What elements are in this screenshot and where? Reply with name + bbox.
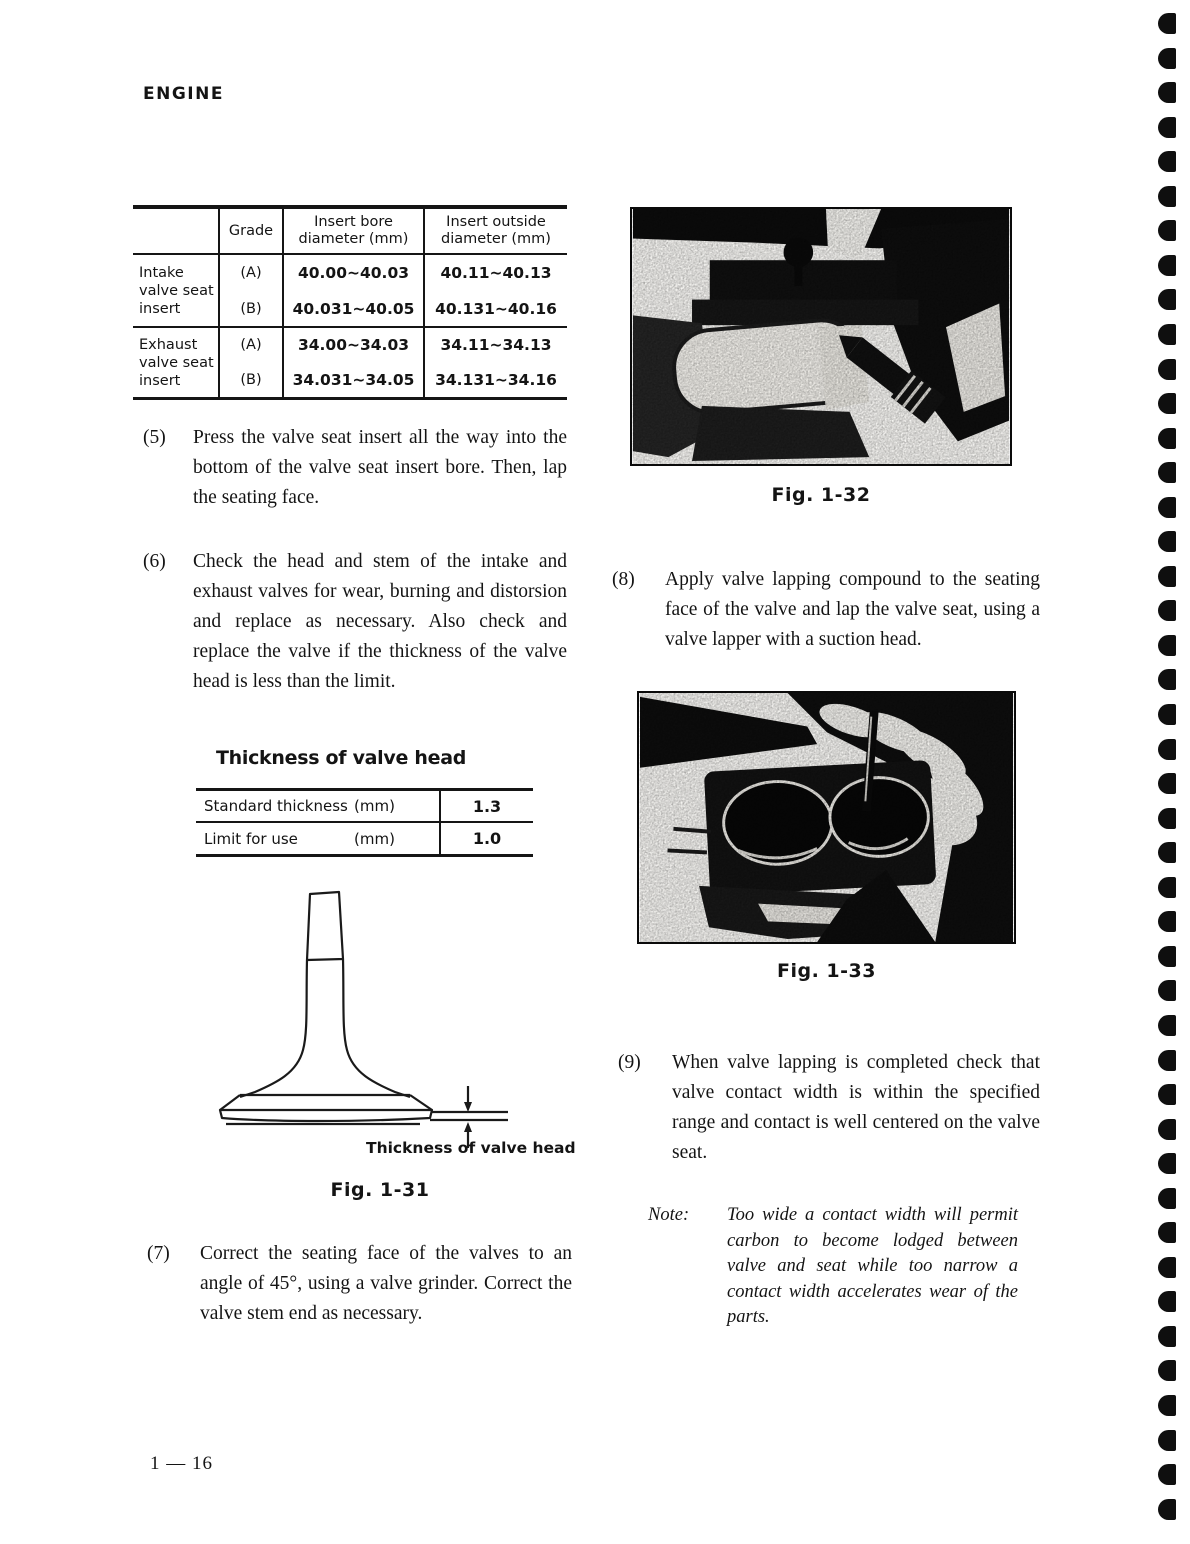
binding-dot [1158,462,1176,483]
binding-dot [1158,1499,1176,1520]
column-header-bore-diameter: Insert bore diameter (mm) [282,209,423,255]
binding-dot [1158,739,1176,760]
note-text: Too wide a contact width will permit carbon to become lodged between valve and seat while too narrow a contact width accelerates wear of the parts. [727,1205,1018,1327]
column-header-outside-diameter: Insert outside diameter (mm) [423,209,567,255]
table-cell-grade: (B) [218,362,282,397]
binding-dot [1158,1360,1176,1381]
table-corner-cell [133,209,218,255]
figure-caption: Fig. 1-31 [330,1179,430,1201]
binding-dot [1158,393,1176,414]
figure-caption: Fig. 1-32 [771,484,871,506]
binding-dot [1158,600,1176,621]
binding-dot [1158,1326,1176,1347]
valve-drawing-label: Thickness of valve head [366,1139,576,1157]
step-text: Check the head and stem of the intake and exhaust valves for wear, burning and distorsion and replace as necessary. Also check and replace the valve if the thickness of the valve head is less than the limit. [193,551,567,692]
row-label-intake-valve-seat-insert: Intake valve seat insert [139,264,214,317]
binding-dot [1158,946,1176,967]
binding-dot [1158,531,1176,552]
step-text: Correct the seating face of the valves to an angle of 45°, using a valve grinder. Correct the valve stem end as necessary. [200,1243,572,1324]
binding-dot [1158,669,1176,690]
binding-dot [1158,1430,1176,1451]
binding-dot [1158,1395,1176,1416]
table-cell-value: 1.0 [439,823,533,854]
column-header-grade: Grade [218,209,282,255]
binding-dot [1158,359,1176,380]
binding-dot [1158,1153,1176,1174]
valve-drawing [180,880,600,1170]
table-cell-outside: 40.11~40.13 [423,255,567,291]
step-number: (8) [612,569,635,590]
figure-caption: Fig. 1-33 [777,960,876,982]
step-9 [618,1048,1040,1168]
row-label-exhaust-valve-seat-insert: Exhaust valve seat insert [133,326,218,397]
binding-dot [1158,1188,1176,1209]
table-row-limit-for-use: Limit for use (mm) [204,829,395,848]
table-cell-grade: (A) [218,326,282,362]
binding-dot [1158,704,1176,725]
table-cell-bore: 34.031~34.05 [282,362,423,397]
binding-dot [1158,324,1176,345]
table-cell-bore: 40.00~40.03 [282,255,423,291]
binding-dot [1158,82,1176,103]
binding-dot [1158,13,1176,34]
step-text: Press the valve seat insert all the way into the bottom of the valve seat insert bore. Then, lap the seating face. [193,427,567,508]
binding-dot [1158,808,1176,829]
binding-dot [1158,289,1176,310]
binding-dot [1158,151,1176,172]
step-text: Apply valve lapping compound to the seating face of the valve and lap the valve seat, using a valve lapper with a suction head. [665,569,1040,650]
step-7 [147,1239,573,1329]
binding-dot [1158,911,1176,932]
table-cell-outside: 34.11~34.13 [423,326,567,362]
thickness-table-heading: Thickness of valve head [216,747,467,769]
table-cell-outside: 34.131~34.16 [423,362,567,397]
step-6 [143,547,567,697]
binding-dot [1158,635,1176,656]
binding-dot [1158,842,1176,863]
thickness-of-valve-head-table [196,788,533,857]
binding-dot [1158,117,1176,138]
binding-dot [1158,428,1176,449]
step-5 [143,423,567,513]
binding-dot [1158,877,1176,898]
binding-dot [1158,1464,1176,1485]
page-number: 1 — 16 [150,1453,213,1474]
binding-dot [1158,186,1176,207]
table-row-standard-thickness: Standard thickness (mm) [196,791,439,823]
binding-dot [1158,1050,1176,1071]
binding-dot [1158,1119,1176,1140]
table-cell-grade: (B) [218,291,282,326]
step-number: (7) [147,1243,170,1264]
binding-dot [1158,255,1176,276]
table-cell-bore: 40.031~40.05 [282,291,423,326]
page-header: ENGINE [143,84,224,104]
table-cell-outside: 40.131~40.16 [423,291,567,326]
step-number: (6) [143,551,166,572]
note-label: Note: [648,1205,690,1225]
binding-dot [1158,48,1176,69]
table-cell-grade: (A) [218,255,282,291]
step-text: When valve lapping is completed check that valve contact width is within the specified range and contact is well centered on the valve seat. [672,1052,1040,1163]
step-number: (9) [618,1052,641,1073]
photo-valve-lapping [637,691,1016,944]
valve-seat-insert-table [133,205,567,400]
step-8 [612,565,1040,655]
binding-dot [1158,1291,1176,1312]
binding-dot [1158,1257,1176,1278]
binding-dot [1158,773,1176,794]
photo-valve-seat-insert-press [630,207,1012,466]
binding-dot [1158,1084,1176,1105]
binding-dot [1158,497,1176,518]
binding-dot [1158,1222,1176,1243]
binding-dot [1158,1015,1176,1036]
binding-dot [1158,980,1176,1001]
binding-dot [1158,220,1176,241]
step-number: (5) [143,427,166,448]
table-cell-bore: 34.00~34.03 [282,326,423,362]
note-block [648,1203,1018,1331]
binding-dot [1158,566,1176,587]
table-cell-value: 1.3 [439,791,533,823]
